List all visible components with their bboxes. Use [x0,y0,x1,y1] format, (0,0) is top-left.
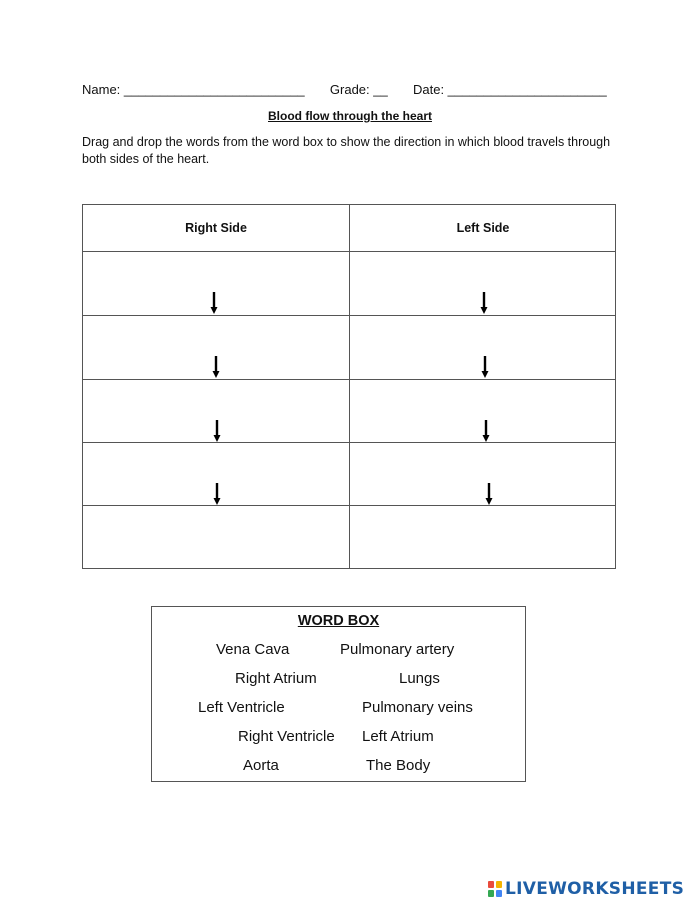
column-divider [349,205,350,568]
row-divider [83,505,615,506]
word-box [151,606,526,782]
instructions: Drag and drop the words from the word box to show the direction in which blood travels through both sides of the heart. [82,135,611,166]
word-pulmonary-veins[interactable]: Pulmonary veins [362,699,473,716]
row-divider [83,251,615,252]
down-arrow-icon [211,356,221,378]
grade-field[interactable]: Grade: __ [329,82,388,97]
column-header-right-side: Right Side [185,221,247,235]
liveworksheets-logo [488,878,684,900]
drop-zone-right-5[interactable] [85,508,347,566]
word-left-atrium[interactable]: Left Atrium [362,728,434,745]
row-divider [83,442,615,443]
header-line [82,82,609,97]
blood-flow-table [82,204,616,569]
down-arrow-icon [484,483,494,505]
drop-zone-left-4[interactable] [352,445,614,502]
down-arrow-icon [479,292,489,314]
word-vena-cava[interactable]: Vena Cava [216,641,290,658]
word-right-ventricle[interactable]: Right Ventricle [238,728,335,745]
row-divider [83,379,615,380]
down-arrow-icon [209,292,219,314]
down-arrow-icon [481,420,491,442]
word-box-title: WORD BOX [297,613,380,629]
date-field[interactable]: Date: ______________________ [412,82,607,97]
worksheet-title: Blood flow through the heart [268,109,432,123]
down-arrow-icon [212,420,222,442]
name-field[interactable]: Name: _________________________ [82,82,305,97]
liveworksheets-logo-text: LIVEWORKSHEETS [505,879,685,899]
column-header-left-side: Left Side [456,221,510,235]
word-aorta[interactable]: Aorta [243,757,279,774]
word-pulmonary-artery[interactable]: Pulmonary artery [340,641,455,658]
word-right-atrium[interactable]: Right Atrium [235,670,317,687]
row-divider [83,315,615,316]
down-arrow-icon [480,356,490,378]
liveworksheets-logo-icon [488,881,502,897]
down-arrow-icon [212,483,222,505]
word-left-ventricle[interactable]: Left Ventricle [198,699,285,716]
word-lungs[interactable]: Lungs [399,670,440,687]
word-the-body[interactable]: The Body [366,757,431,774]
drop-zone-left-5[interactable] [352,508,614,566]
